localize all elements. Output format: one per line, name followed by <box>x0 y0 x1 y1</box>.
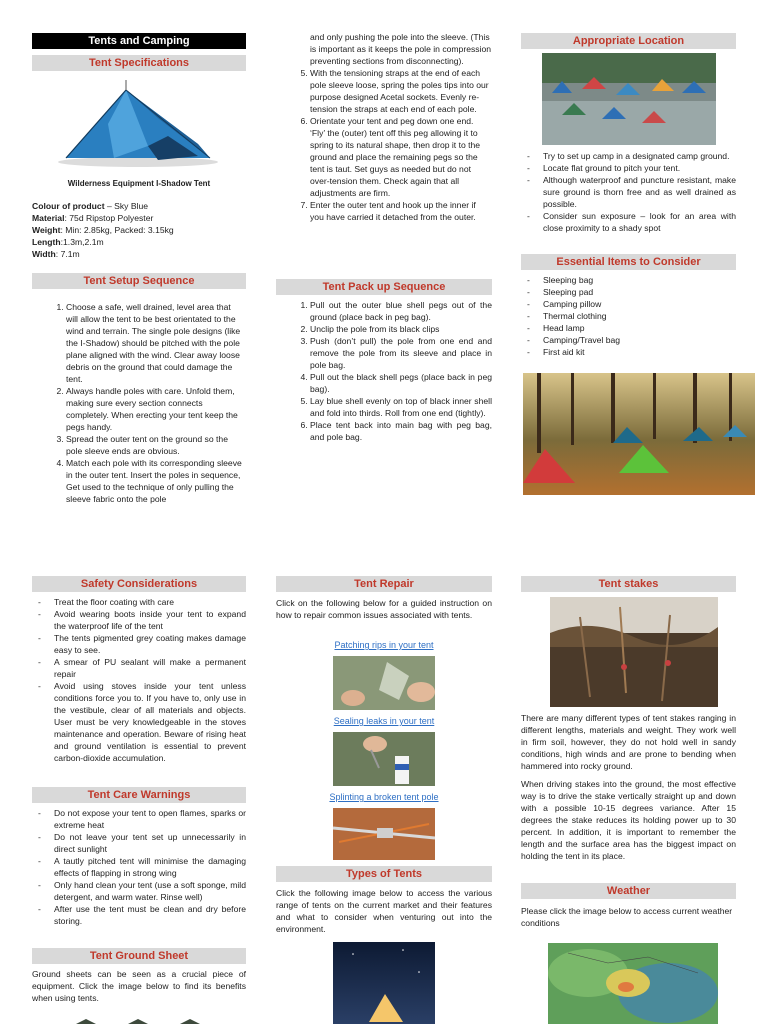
location-tip: - Consider sun exposure – look for an area with close proximity to a shady spot <box>521 210 736 234</box>
care-section <box>32 787 246 927</box>
weather-header: Weather <box>521 883 736 899</box>
spec-label: Width <box>32 249 56 259</box>
spec-row <box>32 248 246 260</box>
column-left <box>32 33 246 71</box>
safety-item: - Treat the floor coating with care <box>32 596 246 608</box>
location-list <box>521 150 736 234</box>
setup-step: 4. Match each pole with its corresponding sleeve in the outer tent. Insert the poles in sequence, Get used to the technique of only pulling the sleeve fabric onto the pole <box>66 457 242 505</box>
spec-block <box>32 178 246 260</box>
location-tip: - Try to set up camp in a designated camp ground. <box>521 150 736 162</box>
flooded-campsite-image <box>542 53 716 145</box>
tent-caption: Wilderness Equipment I-Shadow Tent <box>67 179 211 188</box>
essential-item: - Sleeping pad <box>521 286 736 298</box>
setup-step: 5. With the tensioning straps at the end of each pole sleeve loose, spring the poles tips into our purpose designed Acetal sockets. Evenly re-tension the straps at each end of each pole. <box>310 67 490 115</box>
forest-campsite-image <box>523 373 755 495</box>
spec-label: Material <box>32 213 65 223</box>
care-item: - Do not leave your tent set up unnecessarily in direct sunlight <box>32 831 246 855</box>
ground-sheet-image[interactable] <box>70 1014 210 1024</box>
safety-header: Safety Considerations <box>32 576 246 592</box>
location-tip: - Although waterproof and puncture resistant, make sure ground is thorn free and as well drained as possible. <box>521 174 736 210</box>
setup-step: 6. Orientate your tent and peg down one end. ‘Fly’ the (outer) tent off this peg allowing it to spring to its natural shape, then drop it to the ground and place the remaining pegs so the tent is taut. Set guys as needed but do not over-tension them. Check again that all adjustments are firm. <box>310 115 490 199</box>
spec-value: : 75d Ripstop Polyester <box>64 213 154 223</box>
packup-steps <box>276 299 492 443</box>
essential-item: - Camping/Travel bag <box>521 334 736 346</box>
setup-step: 3. Spread the outer tent on the ground so the pole sleeve ends are obvious. <box>66 433 242 457</box>
care-item: - Only hand clean your tent (use a soft sponge, mild detergent, and warm water. Rinse well) <box>32 879 246 903</box>
setup-step: 7. Enter the outer tent and hook up the inner if you have carried it detached from the outer. <box>310 199 490 223</box>
safety-list <box>32 596 246 764</box>
weather-text: Please click the image below to access current weather conditions <box>521 906 733 928</box>
spec-value: : Min: 2.85kg, Packed: 3.15kg <box>60 225 174 235</box>
care-item: - Do not expose your tent to open flames, sparks or extreme heat <box>32 807 246 831</box>
tent-specifications-header: Tent Specifications <box>32 55 246 71</box>
safety-item: - The tents pigmented grey coating makes damage easy to see. <box>32 632 246 656</box>
repair-text: Click on the following below for a guided instruction on how to repair common issues associated with tents. <box>276 598 492 620</box>
weather-section <box>521 883 736 929</box>
spec-label: Colour of product <box>32 201 105 211</box>
stakes-paragraph-2: When driving stakes into the ground, the most effective way is to drive the stake vertically straight up and down with a possible 10-15 degrees variance. After 15 degrees the stake reduces its holding power up to 30 percent. In addition, it is important to remember the length and the surface area has the biggest impact on holding the tent in its place. <box>521 779 736 861</box>
packup-section <box>276 279 492 443</box>
spec-label: Length <box>32 237 61 247</box>
spec-value: – Sky Blue <box>104 201 149 211</box>
weather-map-image[interactable] <box>548 943 718 1024</box>
splinting-pole-image[interactable] <box>333 808 435 860</box>
setup-step: 2. Always handle poles with care. Unfold them, making sure every section connects completely. When erecting your tent keep the pegs handy. <box>66 385 242 433</box>
packup-step: 2. Unclip the pole from its black clips <box>310 323 492 335</box>
spec-list <box>32 200 246 260</box>
splinting-pole-link[interactable]: Splinting a broken tent pole <box>329 792 439 802</box>
essentials-list <box>521 274 736 358</box>
packup-header: Tent Pack up Sequence <box>276 279 492 295</box>
care-list <box>32 807 246 927</box>
stakes-header: Tent stakes <box>521 576 736 592</box>
spec-label: Weight <box>32 225 61 235</box>
essentials-section <box>521 254 736 358</box>
repair-header: Tent Repair <box>276 576 492 592</box>
spec-value: :1.3m,2.1m <box>60 237 104 247</box>
sealing-leaks-image[interactable] <box>333 732 435 786</box>
setup-continued <box>276 31 492 223</box>
location-section <box>521 33 736 49</box>
safety-item: - A smear of PU sealant will make a permanent repair <box>32 656 246 680</box>
spec-row <box>32 212 246 224</box>
sealing-leaks-link[interactable]: Sealing leaks in your tent <box>333 716 435 726</box>
safety-section <box>32 576 246 764</box>
location-header: Appropriate Location <box>521 33 736 49</box>
setup-steps <box>32 301 242 505</box>
types-text: Click the following image below to access the various range of tents on the current market and their features and what to consider when venturing out into the environment. <box>276 888 492 934</box>
tent-stakes-image <box>550 597 718 707</box>
repair-section <box>276 576 492 621</box>
essential-item: - Head lamp <box>521 322 736 334</box>
setup-step: 1. Choose a safe, well drained, level area that will allow the tent to be best orientated to the wind and terrain. The single pole designs (like the I-Shadow) should be pitched with the pole plane aligned with the wind. Clear away loose debris on the ground that could damage the tent. <box>66 301 242 385</box>
ground-section <box>32 948 246 1004</box>
packup-step: 6. Place tent back into main bag with peg bag, and pole bag. <box>310 419 492 443</box>
spec-row <box>32 236 246 248</box>
ground-text: Ground sheets can be seen as a crucial piece of equipment. Click the image below to find its benefits when using tents. <box>32 969 246 1003</box>
care-header: Tent Care Warnings <box>32 787 246 803</box>
spec-value: : 7.1m <box>55 249 80 259</box>
document-title: Tents and Camping <box>32 33 246 49</box>
setup-header: Tent Setup Sequence <box>32 273 246 289</box>
spec-row <box>32 224 246 236</box>
packup-step: 4. Pull out the black shell pegs (place back in peg bag). <box>310 371 492 395</box>
types-section <box>276 866 492 935</box>
types-of-tents-image[interactable] <box>333 942 435 1024</box>
stakes-text <box>521 712 736 862</box>
packup-step: 1. Pull out the outer blue shell pegs out of the ground (place back in peg bag). <box>310 299 492 323</box>
essentials-header: Essential Items to Consider <box>521 254 736 270</box>
spec-row <box>32 200 246 212</box>
types-header: Types of Tents <box>276 866 492 882</box>
packup-step: 5. Lay blue shell evenly on top of black inner shell and fold into thirds. Roll from one end (tightly). <box>310 395 492 419</box>
safety-item: - Avoid using stoves inside your tent unless conditions force you to. If you have to, only use in the vestibule, clear of all materials and objects. User must be very knowledgeable in the stoves maintenance and operation. Beware of rising heat and ground ventilation is essential to prevent carbon-dioxide accumulation. <box>32 680 246 764</box>
essential-item: - First aid kit <box>521 346 736 358</box>
tent-image <box>48 76 224 170</box>
safety-item: - Avoid wearing boots inside your tent to expand the waterproof life of the tent <box>32 608 246 632</box>
patching-rips-image[interactable] <box>333 656 435 710</box>
location-tips <box>521 150 736 234</box>
care-item: - A tautly pitched tent will minimise the damaging effects of flapping in strong wing <box>32 855 246 879</box>
location-tip: - Locate flat ground to pitch your tent. <box>521 162 736 174</box>
essential-item: - Thermal clothing <box>521 310 736 322</box>
essential-item: - Camping pillow <box>521 298 736 310</box>
packup-step: 3. Push (don’t pull) the pole from one end and remove the pole from its sleeve and place in pole bag. <box>310 335 492 371</box>
setup-steps-continued <box>276 67 490 223</box>
ground-header: Tent Ground Sheet <box>32 948 246 964</box>
stakes-paragraph-1: There are many different types of tent stakes ranging in different lengths, materials and weight. They work well in firm soil, however, they do not hold well in sandy conditions, high winds and are prone to bending when hammered into rocky ground. <box>521 713 736 771</box>
setup-section <box>32 273 246 505</box>
essential-item: - Sleeping bag <box>521 274 736 286</box>
patching-rips-link[interactable]: Patching rips in your tent <box>334 640 434 650</box>
stakes-section <box>521 576 736 592</box>
care-item: - After use the tent must be clean and dry before storing. <box>32 903 246 927</box>
setup-continued-text: and only pushing the pole into the sleeve. (This is important as it keeps the pole in compression preventing sections from disconnecting). <box>310 32 492 66</box>
